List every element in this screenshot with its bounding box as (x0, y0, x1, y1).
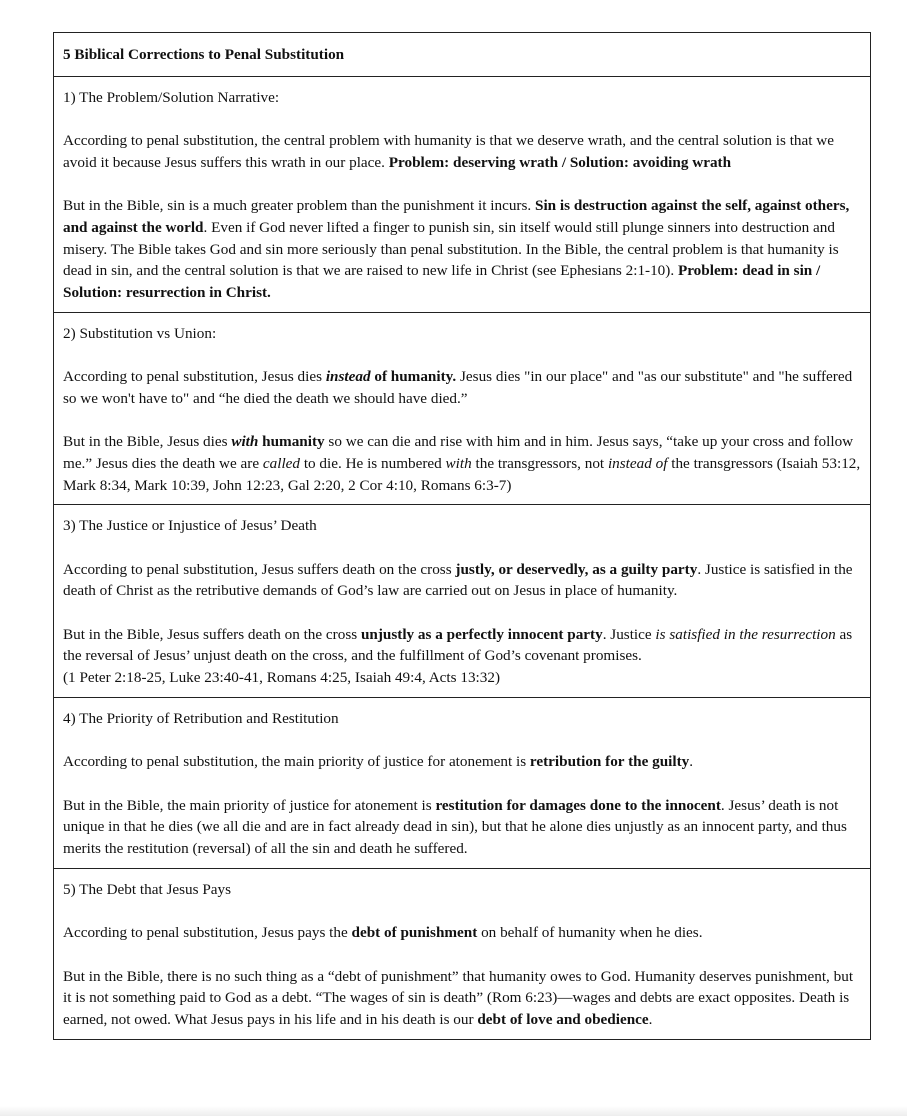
section-heading: 5) The Debt that Jesus Pays (63, 880, 232, 898)
section-paragraph (63, 431, 861, 496)
text-run: . Even if God never lifted a finger to punish sin, sin itself would still plunge sinners into destruction and misery. The Bible takes God and sin more seriously than penal substitution. In the Bible, the central problem is that humanity is dead in sin, and the central solution is that we are raised to new life in Christ (see Ephesians 2:1-10). (63, 218, 839, 280)
text-run: to die. He is numbered (300, 454, 446, 472)
text-run: justly, or deservedly, as a guilty party (455, 560, 698, 578)
text-run: so we can die and rise with him and in him. Jesus says, “take up your cross and follow me.” Jesus dies the death we are (63, 433, 854, 472)
section-paragraph (63, 366, 861, 409)
text-run: on behalf of humanity when he dies. (477, 924, 703, 942)
text-run: . Justice is satisfied in the death of Christ as the retributive demands of God’s law are carried out on Jesus in place of humanity. (63, 560, 853, 600)
text-run: Problem: dead in sin / Solution: resurrection in Christ. (63, 262, 821, 301)
section-cell (54, 504, 870, 697)
text-run: According to penal substitution, Jesus pays the (63, 924, 352, 942)
text-run: According to penal substitution, Jesus dies (63, 368, 326, 386)
text-run: of humanity. (370, 368, 457, 386)
text-run: But in the Bible, Jesus suffers death on the cross (63, 625, 361, 643)
text-run: Jesus dies "in our place" and "as our substitute" and "he suffered so we won't have to" and “he died the death we should have died.” (63, 368, 853, 407)
text-run: Sin is destruction against the self, against others, and against the world (63, 197, 850, 236)
document-title: 5 Biblical Corrections to Penal Substitution (63, 46, 345, 63)
text-run: Problem: deserving wrath / Solution: avoiding wrath (388, 153, 732, 171)
text-run: is satisfied in the resurrection (655, 625, 836, 643)
text-run: According to penal substitution, the main priority of justice for atonement is (63, 753, 530, 771)
text-run: with (445, 454, 472, 472)
section-heading: 3) The Justice or Injustice of Jesus’ Death (63, 517, 317, 535)
section-heading: 1) The Problem/Solution Narrative: (63, 88, 280, 106)
section-paragraph (63, 624, 861, 689)
text-run: . Jesus’ death is not unique in that he dies (we all die and are in fact already dead in sin), but that he alone dies unjustly as an innocent party, and thus merits the restitution (reversal) of all the sin and death he suffered. (63, 796, 847, 858)
text-run: debt of love and obedience (477, 1010, 649, 1028)
section-cell (54, 697, 870, 868)
text-run: restitution for damages done to the innocent (435, 796, 721, 814)
text-run: But in the Bible, Jesus dies (63, 433, 232, 451)
text-run: as the reversal of Jesus’ unjust death on the cross, and the fulfillment of God’s covenant promises. (63, 625, 853, 665)
text-run: According to penal substitution, the central problem with humanity is that we deserve wrath, and the central solution is that we avoid it because Jesus suffers this wrath in our place. (63, 132, 834, 171)
text-run: According to penal substitution, Jesus suffers death on the cross (63, 560, 456, 578)
section-heading: 2) Substitution vs Union: (63, 324, 217, 342)
section-heading: 4) The Priority of Retribution and Restitution (63, 709, 339, 727)
table-title-cell (54, 33, 870, 76)
text-run: But in the Bible, the main priority of justice for atonement is (63, 796, 436, 814)
section-cell (54, 76, 870, 312)
text-run: . (648, 1010, 653, 1028)
document-table (53, 32, 871, 1040)
text-run: . (689, 753, 694, 771)
text-run: humanity (258, 433, 325, 451)
text-run: instead (325, 368, 371, 386)
text-run: with (231, 433, 259, 451)
section-paragraph (63, 922, 861, 944)
section-cell (54, 312, 870, 505)
text-run: the transgressors (Isaiah 53:12, Mark 8:34, Mark 10:39, John 12:23, Gal 2:20, 2 Cor 4:10, Romans 6:3-7) (63, 454, 861, 494)
text-run: . Justice (602, 625, 656, 643)
text-run: (1 Peter 2:18-25, Luke 23:40-41, Romans 4:25, Isaiah 49:4, Acts 13:32) (63, 669, 501, 687)
section-paragraph (63, 559, 861, 602)
section-paragraph (63, 130, 861, 173)
text-run: But in the Bible, sin is a much greater problem than the punishment it incurs. (63, 197, 535, 215)
text-run: debt of punishment (351, 924, 478, 942)
text-run: instead of (607, 454, 668, 472)
section-paragraph (63, 195, 861, 304)
section-paragraph (63, 966, 861, 1031)
section-paragraph (63, 795, 861, 860)
text-run: called (262, 454, 301, 472)
text-run: retribution for the guilty (529, 753, 690, 771)
text-run: But in the Bible, there is no such thing as a “debt of punishment” that humanity owes to God. Humanity deserves punishment, but it is not something paid to God as a debt. “The wages of sin is death” (Rom 6:23)—wages and debts are exact opposites. Death is earned, not owed. What Jesus pays in his life and in his death is our (63, 967, 854, 1028)
text-run: the transgressors, not (471, 454, 608, 472)
text-run: unjustly as a perfectly innocent party (360, 625, 603, 643)
page-bottom-edge (0, 1106, 907, 1116)
section-cell (54, 868, 870, 1039)
section-paragraph (63, 751, 861, 773)
